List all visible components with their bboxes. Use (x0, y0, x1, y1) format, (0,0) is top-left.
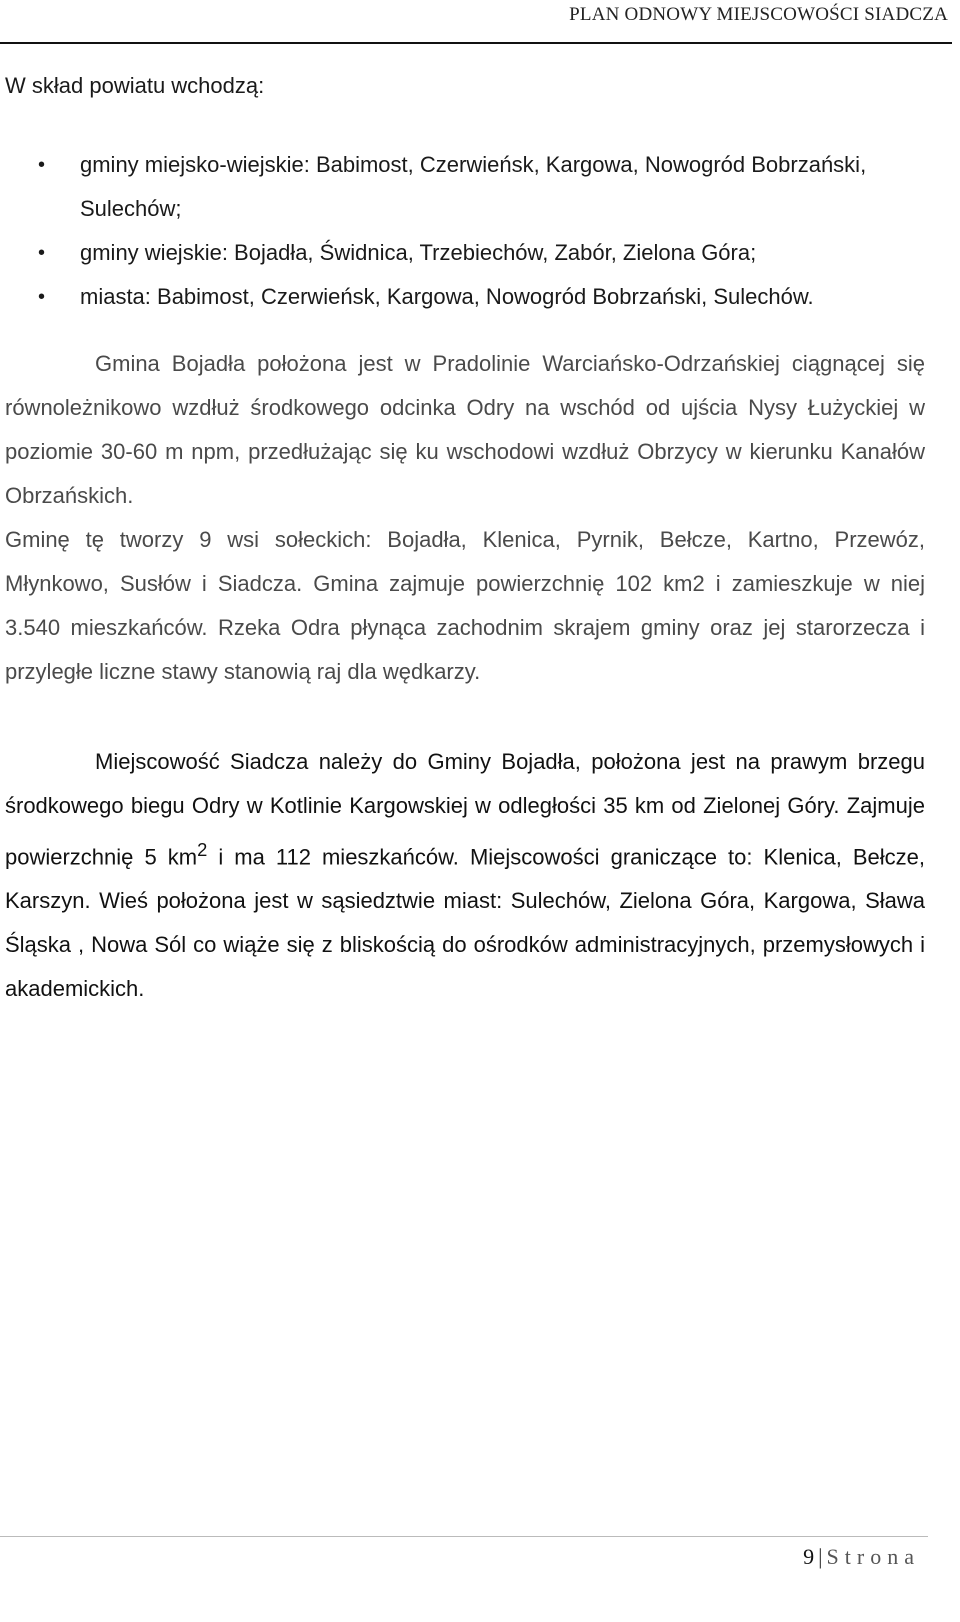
intro-text: W skład powiatu wchodzą: (5, 73, 265, 98)
list-item: • miasta: Babimost, Czerwieńsk, Kargowa, Nowogród Bobrzański, Sulechów. (0, 275, 952, 319)
header-divider (0, 42, 952, 44)
page-footer (803, 1544, 920, 1570)
list-item: • gminy wiejskie: Bojadła, Świdnica, Trzebiechów, Zabór, Zielona Góra; (0, 231, 952, 275)
superscript: 2 (197, 839, 208, 860)
footer-label: Strona (826, 1544, 920, 1569)
paragraph-gmina (5, 342, 925, 518)
paragraph-siadcza (5, 740, 925, 1011)
paragraph-villages: Gminę tę tworzy 9 wsi sołeckich: Bojadła, Klenica, Pyrnik, Bełcze, Kartno, Przewóz, Młynkowo, Susłów i Siadcza. Gmina zajmuje powierzchnię 102 km2 i zamieszkuje w niej 3.540 mieszkańców. Rzeka Odra płynąca zachodnim skrajem gminy oraz jej starorzecza i przyległe liczne stawy stanowią raj dla wędkarzy. (5, 527, 925, 684)
footer-divider (0, 1536, 928, 1537)
paragraph-gmina-text: Gmina Bojadła położona jest w Pradolinie Warciańsko-Odrzańskiej ciągnącej się równoleżnikowo wzdłuż środkowego odcinka Odry na wschód od ujścia Nysy Łużyckiej w poziomie 30-60 m npm, przedłużając się ku wschodowi wzdłuż Obrzycy w kierunku Kanałów Obrzańskich. (5, 351, 925, 508)
page-header-title: PLAN ODNOWY MIEJSCOWOŚCI SIADCZA (569, 4, 948, 25)
footer-separator: | (818, 1544, 823, 1569)
page-number: 9 (803, 1544, 815, 1569)
paragraph-siadcza-text-a: Miejscowość Siadcza należy do Gminy Bojadła, położona jest na prawym brzegu środkowego biegu Odry w Kotlinie Kargowskiej w odległości 35 km od Zielonej Góry. Zajmuje powierzchnię 5 km (5, 749, 925, 870)
bullet-list (0, 143, 952, 319)
paragraph-siadcza-text-b: i ma 112 mieszkańców. Miejscowości graniczące to: Klenica, Bełcze, Karszyn. Wieś położona jest w sąsiedztwie miast: Sulechów, Zielona Góra, Kargowa, Sława Śląska , Nowa Sól co wiąże się z bliskością do ośrodków administracyjnych, przemysłowych i akademickich. (5, 844, 925, 1002)
list-item: • gminy miejsko-wiejskie: Babimost, Czerwieńsk, Kargowa, Nowogród Bobrzański, Sulechów; (0, 143, 952, 231)
